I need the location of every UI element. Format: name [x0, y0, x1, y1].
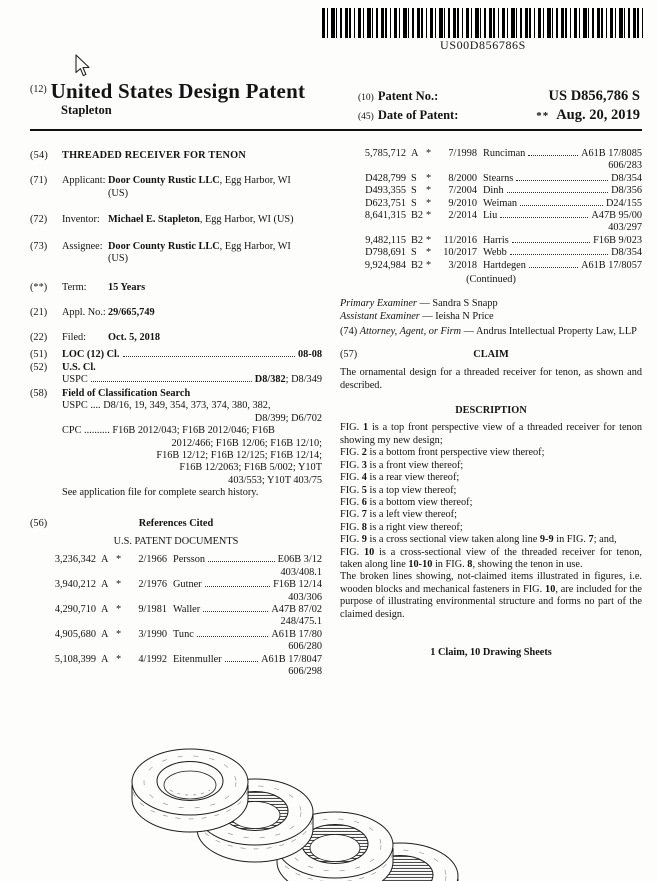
ref-name: Tunc — [173, 628, 194, 640]
uspc-value: D8/382; D8/349 — [254, 374, 322, 386]
ref-kind-code: S — [411, 172, 417, 184]
patent-date: Aug. 20, 2019 — [556, 107, 640, 124]
description-line: FIG. 1 is a top front perspective view of a threaded receiver for tenon showing my new design; — [340, 422, 642, 446]
ref-star: * — [426, 185, 432, 197]
ref-class-line2: 403/297 — [608, 222, 642, 234]
field-num: (51) — [30, 348, 48, 360]
description-line: The broken lines showing, not-claimed items illustrated in figures, i.e. wooden blocks and mechanical fasteners in FIG. 10, are included for the purpose of illustrating environmental structure and forms no part of the claimed design. — [340, 571, 642, 620]
ref-star: * — [116, 554, 122, 566]
dot-leader — [197, 633, 269, 637]
field-filed — [30, 332, 322, 344]
term-value: 15 Years — [108, 282, 146, 294]
ref-star: * — [426, 247, 432, 259]
dot-leader — [203, 608, 268, 612]
ref-name: Waller — [173, 603, 201, 615]
assistant-examiner: Assistant Examiner — Ieisha N Price — [340, 311, 494, 323]
field-num: (72) — [30, 214, 48, 226]
description-line: FIG. 4 is a rear view thereof; — [340, 472, 460, 484]
ref-number: 8,641,315 — [364, 210, 406, 222]
ref-class-line2: 403/408.1 — [280, 566, 322, 578]
references-cited-title: References Cited — [138, 517, 214, 529]
reference-row — [340, 198, 642, 210]
ref-name: Weiman — [483, 197, 518, 209]
ref-name: Persson — [173, 554, 206, 566]
header-left — [30, 79, 360, 118]
ref-class-line2: 606/298 — [288, 666, 322, 677]
patent-number-row — [358, 90, 640, 104]
claim-title: CLAIM — [473, 348, 509, 360]
ref-name: Stearns — [483, 172, 514, 184]
attorney-agent-firm: (74) Attorney, Agent, or Firm — Andrus Intellectual Property Law, LLP — [340, 326, 637, 338]
ref-kind-code: A — [411, 148, 419, 159]
field-num: (52) — [30, 362, 48, 374]
ref-date: 2/2014 — [448, 210, 477, 222]
ref-class: F16B 12/14 — [273, 579, 322, 591]
term-label: Term: — [62, 282, 87, 294]
search-uspc-line2: D8/399; D6/702 — [254, 412, 322, 424]
ref-star: * — [426, 148, 432, 159]
field-title — [30, 150, 322, 162]
field-term — [30, 282, 322, 294]
primary-examiner: Primary Examiner — Sandra S Snapp — [340, 298, 498, 310]
ref-date: 10/2017 — [443, 247, 477, 259]
ref-class: D8/356 — [611, 185, 642, 197]
appl-no-value: 29/665,749 — [108, 306, 155, 318]
description-line: FIG. 3 is a front view thereof; — [340, 459, 464, 471]
description-line: FIG. 7 is a left view thereof; — [340, 509, 457, 521]
figure-1-perspective-drawing — [95, 738, 565, 881]
description-title: DESCRIPTION — [455, 405, 527, 417]
ref-name: Eitenmuller — [173, 653, 222, 665]
loc-value: 08-08 — [297, 348, 322, 360]
dot-leader — [205, 583, 270, 587]
ref-date: 3/1990 — [138, 628, 167, 640]
ref-number: 5,785,712 — [364, 148, 406, 159]
washer-chain — [132, 749, 458, 881]
ref-star: * — [116, 628, 122, 640]
right-column — [340, 148, 642, 659]
patent-no-label: Patent No.: — [377, 89, 439, 103]
reference-row — [340, 148, 642, 160]
ref-star: * — [116, 603, 122, 615]
dot-leader — [529, 264, 578, 268]
reference-row — [30, 554, 322, 566]
ref-date: 9/1981 — [138, 603, 167, 615]
field-num: (71) — [30, 175, 48, 187]
dot-leader — [528, 152, 578, 156]
barcode-block — [322, 8, 644, 51]
reference-row — [30, 579, 322, 591]
ref-number: 9,924,984 — [364, 259, 406, 271]
dot-leader — [507, 189, 608, 193]
ref-name: Dinh — [483, 185, 504, 197]
claim-header — [340, 349, 642, 361]
description-line: FIG. 10 is a cross-sectional view of the threaded receiver for tenon, taken along line 10-10 in FIG. 8, showing the tenon in use. — [340, 546, 643, 570]
field-appl-no — [30, 307, 322, 319]
reference-row — [30, 604, 322, 616]
ref-star: * — [116, 653, 122, 665]
field-num: (58) — [30, 387, 48, 399]
field-num: (22) — [30, 332, 48, 344]
assignee-value: Door County Rustic LLC, Egg Harbor, WI (US) — [108, 240, 291, 265]
field-num: (**) — [30, 282, 48, 294]
field-classification-search — [30, 388, 322, 500]
ref-class: F16B 9/023 — [593, 234, 642, 246]
field-inventor — [30, 214, 322, 226]
header-divider — [30, 129, 642, 131]
field-num: (54) — [30, 150, 48, 161]
document-title: United States Design Patent — [50, 79, 306, 103]
reference-row — [340, 173, 642, 185]
ref-number: D428,799 — [365, 172, 406, 184]
ref-kind-code: S — [411, 247, 417, 259]
ref-kind-code: A — [101, 554, 109, 566]
ref-class-line2: 606/283 — [608, 160, 642, 172]
reference-row — [340, 185, 642, 197]
inventor-surname: Stapleton — [61, 103, 112, 118]
date-label: Date of Patent: — [377, 108, 459, 123]
dot-leader — [500, 214, 588, 218]
header-right — [358, 90, 640, 129]
ref-kind-code: A — [101, 579, 109, 591]
reference-row — [30, 629, 322, 641]
ref-kind-code: A — [101, 628, 109, 640]
ref-date: 7/2004 — [448, 185, 477, 197]
ref-kind-code: S — [411, 185, 417, 197]
claims-sheets-line: 1 Claim, 10 Drawing Sheets — [430, 646, 552, 658]
applicant-label: Applicant: — [62, 175, 106, 187]
kind-code: (12) — [30, 84, 47, 95]
date-code: (45) — [358, 112, 374, 123]
reference-row — [340, 235, 642, 247]
description-line: FIG. 9 is a cross sectional view taken along line 9-9 in FIG. 7; and, — [340, 534, 617, 546]
reference-row — [340, 210, 642, 222]
search-label: Field of Classification Search — [62, 387, 191, 399]
uspc-label: USPC — [62, 374, 88, 386]
dot-leader — [91, 378, 252, 382]
ref-date: 3/2018 — [448, 259, 477, 271]
field-num: (57) — [340, 348, 358, 360]
ref-number: D798,691 — [365, 247, 406, 259]
ref-date: 8/2000 — [448, 172, 477, 184]
ref-name: Liu — [483, 210, 498, 222]
cpc-line: CPC .......... F16B 2012/043; F16B 2012/046; F16B — [62, 425, 275, 437]
ref-kind-code: B2 — [411, 234, 424, 246]
patent-no-code: (10) — [358, 93, 374, 103]
term-extension-mark: ** — [536, 110, 550, 123]
dot-leader — [225, 658, 258, 662]
field-num: (56) — [30, 517, 48, 529]
cpc-line: 403/553; Y10T 403/75 — [228, 474, 322, 486]
cpc-line: F16B 12/12; F16B 12/125; F16B 12/14; — [156, 449, 322, 461]
ref-star: * — [426, 197, 432, 209]
cpc-line: F16B 12/2063; F16B 5/002; Y10T — [179, 462, 322, 474]
ref-number: 5,108,399 — [54, 653, 96, 665]
dot-leader — [123, 353, 295, 357]
ref-class: D8/354 — [611, 172, 642, 184]
ref-class: D8/354 — [611, 247, 642, 259]
ref-class: A61B 17/8047 — [261, 653, 322, 665]
references-list-left — [30, 554, 322, 678]
dot-leader — [512, 239, 590, 243]
description-lines — [340, 422, 642, 621]
ref-kind-code: A — [101, 603, 109, 615]
description-line: FIG. 2 is a bottom front perspective view thereof; — [340, 447, 545, 459]
ref-name: Webb — [483, 247, 507, 259]
field-assignee — [30, 241, 322, 266]
ref-class-line2: 403/306 — [288, 591, 322, 603]
description-line: FIG. 8 is a right view thereof; — [340, 521, 463, 533]
ref-class: A61B 17/8057 — [581, 259, 642, 271]
ref-star: * — [426, 172, 432, 184]
ref-class-line2: 248/475.1 — [280, 616, 322, 628]
reference-row — [30, 654, 322, 666]
assignee-label: Assignee: — [62, 240, 103, 252]
ref-date: 7/1998 — [448, 148, 477, 159]
patent-date-row — [358, 109, 640, 123]
ref-star: * — [426, 210, 432, 222]
ref-kind-code: S — [411, 197, 417, 209]
field-num: (73) — [30, 240, 48, 252]
examiner-block — [340, 298, 642, 338]
ref-date: 4/1992 — [138, 653, 167, 665]
description-line: FIG. 6 is a bottom view thereof; — [340, 496, 473, 508]
ref-name: Harris — [483, 234, 509, 246]
ref-star: * — [426, 234, 432, 246]
ref-date: 2/1976 — [138, 579, 167, 591]
description-line: FIG. 5 is a top view thereof; — [340, 484, 457, 496]
ref-kind-code: B2 — [411, 210, 424, 222]
field-us-class — [30, 362, 322, 387]
references-cited-header — [30, 518, 322, 530]
patent-number: US D856,786 S — [548, 88, 640, 104]
field-loc-class — [30, 349, 322, 361]
ref-date: 9/2010 — [448, 197, 477, 209]
filed-value: Oct. 5, 2018 — [108, 332, 161, 344]
barcode-icon — [322, 8, 644, 38]
ref-star: * — [116, 579, 122, 591]
ref-date: 11/2016 — [443, 234, 477, 246]
ref-number: D623,751 — [365, 197, 406, 209]
field-num: (21) — [30, 306, 48, 318]
reference-row — [340, 260, 642, 272]
ref-number: 4,290,710 — [54, 603, 96, 615]
ref-class: A61B 17/80 — [271, 628, 322, 640]
ref-number: 9,482,115 — [365, 234, 406, 246]
ref-class: E06B 3/12 — [277, 554, 322, 566]
dot-leader — [510, 251, 608, 255]
ref-number: 3,940,212 — [54, 579, 96, 591]
ref-kind-code: B2 — [411, 259, 424, 271]
ref-class-line2: 606/280 — [288, 641, 322, 653]
ref-date: 2/1966 — [138, 554, 167, 566]
references-list-right — [340, 148, 642, 272]
ref-class: A47B 95/00 — [591, 210, 642, 222]
ref-number: D493,355 — [365, 185, 406, 197]
dot-leader — [516, 177, 608, 181]
claim-text: The ornamental design for a threaded receiver for tenon, as shown and described. — [340, 367, 642, 391]
loc-label: LOC (12) Cl. — [62, 348, 120, 360]
field-applicant — [30, 175, 322, 200]
applicant-value: Door County Rustic LLC, Egg Harbor, WI (US) — [108, 175, 291, 199]
reference-row — [340, 247, 642, 259]
filed-label: Filed: — [62, 332, 87, 344]
ref-kind-code: A — [101, 653, 109, 665]
ref-name: Gutner — [173, 579, 202, 591]
dot-leader — [208, 558, 275, 562]
cpc-line: 2012/466; F16B 12/06; F16B 12/10; — [171, 437, 322, 449]
uscl-label: U.S. Cl. — [62, 362, 96, 374]
inventor-value: Michael E. Stapleton, Egg Harbor, WI (US) — [108, 214, 294, 226]
appl-no-label: Appl. No.: — [62, 306, 106, 318]
ref-number: 3,236,342 — [54, 554, 96, 566]
search-cpc-block — [62, 425, 322, 487]
left-column — [30, 150, 322, 678]
mouse-cursor-icon — [74, 54, 91, 78]
ref-class: A47B 87/02 — [271, 603, 322, 615]
barcode-number: US00D856786S — [440, 38, 526, 52]
invention-title: THREADED RECEIVER FOR TENON — [62, 150, 247, 161]
see-application-note: See application file for complete search history. — [62, 487, 259, 499]
us-patent-documents-title: U.S. PATENT DOCUMENTS — [113, 535, 239, 547]
ref-name: Hartdegen — [483, 259, 526, 271]
search-uspc-line1: USPC .... D8/16, 19, 349, 354, 373, 374, 380, 382, — [62, 400, 271, 412]
ref-star: * — [426, 259, 432, 271]
ref-name: Runciman — [483, 148, 526, 159]
references-continued-note: (Continued) — [466, 274, 516, 286]
ref-class: D24/155 — [605, 197, 642, 209]
inventor-label: Inventor: — [62, 214, 100, 226]
ref-class: A61B 17/8085 — [581, 148, 642, 159]
ref-number: 4,905,680 — [54, 628, 96, 640]
dot-leader — [520, 202, 603, 206]
